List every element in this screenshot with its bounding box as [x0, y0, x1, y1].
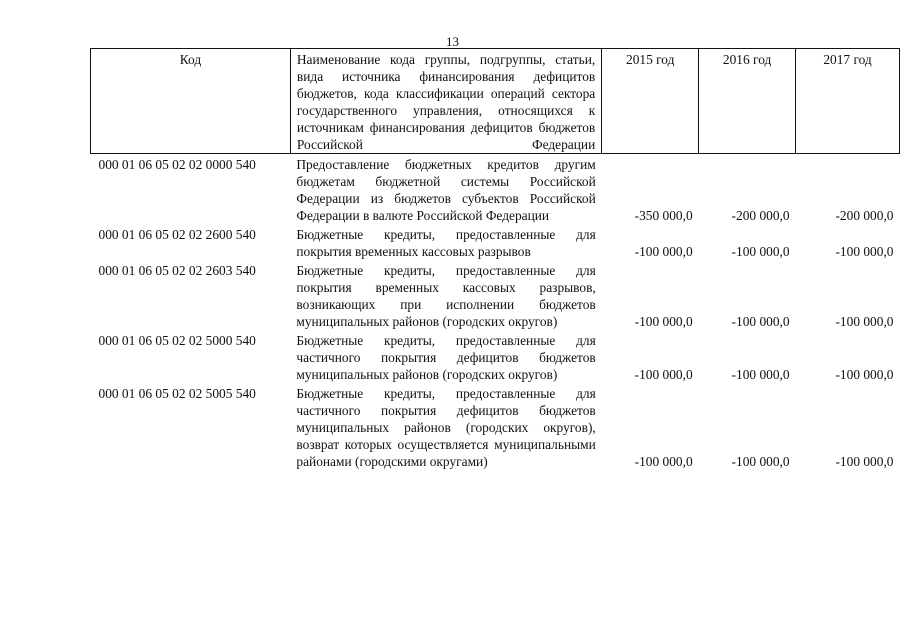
row-code: 000 01 06 05 02 02 5005 540	[98, 386, 256, 401]
row-code: 000 01 06 05 02 02 5000 540	[98, 333, 256, 348]
header-year-2016: 2016 год	[699, 49, 796, 154]
row-amount-2015: -100 000,0	[634, 454, 693, 469]
row-amount-2017: -100 000,0	[835, 454, 894, 469]
header-year-2017: 2017 год	[796, 49, 900, 154]
row-code: 000 01 06 05 02 02 2603 540	[98, 263, 256, 278]
header-year-2015: 2015 год	[602, 49, 699, 154]
table-row	[91, 260, 900, 330]
header-code: Код	[91, 49, 291, 154]
row-amount-2017: -100 000,0	[835, 244, 894, 259]
row-code: 000 01 06 05 02 02 2600 540	[98, 227, 256, 242]
row-name: Бюджетные кредиты, предоставленные для частичного покрытия дефицитов бюджетов муниципальных районов (городских округов)	[296, 333, 596, 382]
row-amount-2015: -100 000,0	[634, 314, 693, 329]
table-row	[91, 154, 900, 225]
table-header-row	[91, 49, 900, 154]
row-amount-2015: -350 000,0	[634, 208, 693, 223]
header-name: Наименование кода группы, подгруппы, статьи, вида источника финансирования дефицитов бюджетов, кода классификации операций сектора государственного управления, относящихся к источникам финансирования дефицитов бюджетов Российской Федерации	[290, 49, 601, 154]
row-amount-2016: -100 000,0	[731, 314, 790, 329]
row-amount-2015: -100 000,0	[634, 244, 693, 259]
row-code: 000 01 06 05 02 02 0000 540	[98, 157, 256, 172]
row-amount-2017: -200 000,0	[835, 208, 894, 223]
row-amount-2015: -100 000,0	[634, 367, 693, 382]
row-amount-2016: -100 000,0	[731, 367, 790, 382]
row-name: Бюджетные кредиты, предоставленные для покрытия временных кассовых разрывов, возникающих при исполнении бюджетов муниципальных районов (городских округов)	[296, 263, 596, 329]
row-name: Бюджетные кредиты, предоставленные для частичного покрытия дефицитов бюджетов муниципальных районов (городских округов), возврат которых осуществляется муниципальными районами (городскими округами)	[296, 386, 596, 469]
row-amount-2016: -200 000,0	[731, 208, 790, 223]
row-name: Предоставление бюджетных кредитов другим бюджетам бюджетной системы Российской Федерации из бюджетов субъектов Российской Федерации в валюте Российской Федерации	[296, 157, 596, 223]
row-amount-2016: -100 000,0	[731, 454, 790, 469]
budget-sources-table	[90, 48, 900, 470]
page-number: 13	[446, 34, 459, 49]
row-amount-2016: -100 000,0	[731, 244, 790, 259]
row-name: Бюджетные кредиты, предоставленные для покрытия временных кассовых разрывов	[296, 227, 596, 259]
table-row	[91, 224, 900, 260]
row-amount-2017: -100 000,0	[835, 314, 894, 329]
table-row	[91, 383, 900, 470]
table-row	[91, 330, 900, 383]
row-amount-2017: -100 000,0	[835, 367, 894, 382]
